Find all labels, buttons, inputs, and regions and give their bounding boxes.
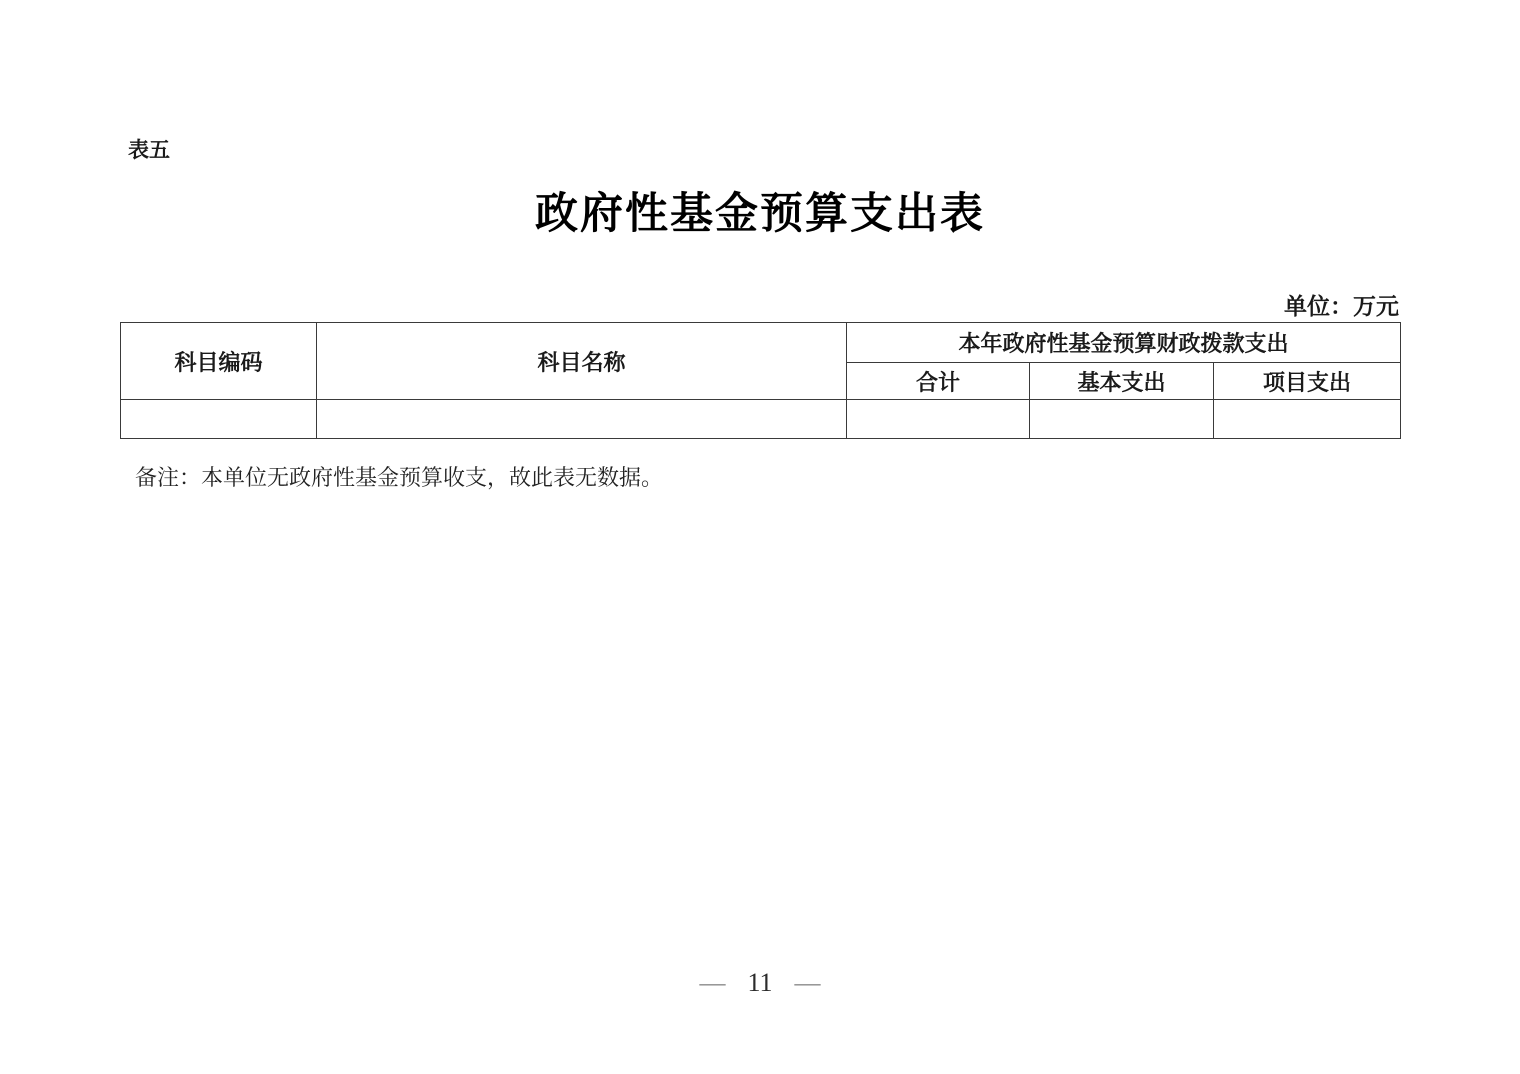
cell-total bbox=[847, 400, 1030, 439]
unit-label: 单位：万元 bbox=[1284, 294, 1399, 319]
header-span-fiscal-appropriation: 本年政府性基金预算财政拨款支出 bbox=[847, 323, 1401, 363]
table-header-row-1 bbox=[121, 323, 1401, 363]
table-number-label: 表五 bbox=[128, 138, 170, 162]
page-number bbox=[0, 968, 1520, 998]
cell-subject-name bbox=[317, 400, 847, 439]
header-basic-expenditure: 基本支出 bbox=[1030, 363, 1214, 400]
page-number-dash-right: — bbox=[794, 968, 821, 997]
header-project-expenditure: 项目支出 bbox=[1214, 363, 1401, 400]
page-number-value: 11 bbox=[747, 968, 773, 997]
table-row bbox=[121, 400, 1401, 439]
remark-note: 备注：本单位无政府性基金预算收支，故此表无数据。 bbox=[135, 465, 664, 490]
budget-table bbox=[120, 322, 1401, 439]
header-total: 合计 bbox=[847, 363, 1030, 400]
header-subject-name: 科目名称 bbox=[317, 323, 847, 400]
cell-project-expenditure bbox=[1214, 400, 1401, 439]
cell-basic-expenditure bbox=[1030, 400, 1214, 439]
cell-subject-code bbox=[121, 400, 317, 439]
header-subject-code: 科目编码 bbox=[121, 323, 317, 400]
page-number-dash-left: — bbox=[699, 968, 726, 997]
page-title: 政府性基金预算支出表 bbox=[535, 191, 985, 238]
